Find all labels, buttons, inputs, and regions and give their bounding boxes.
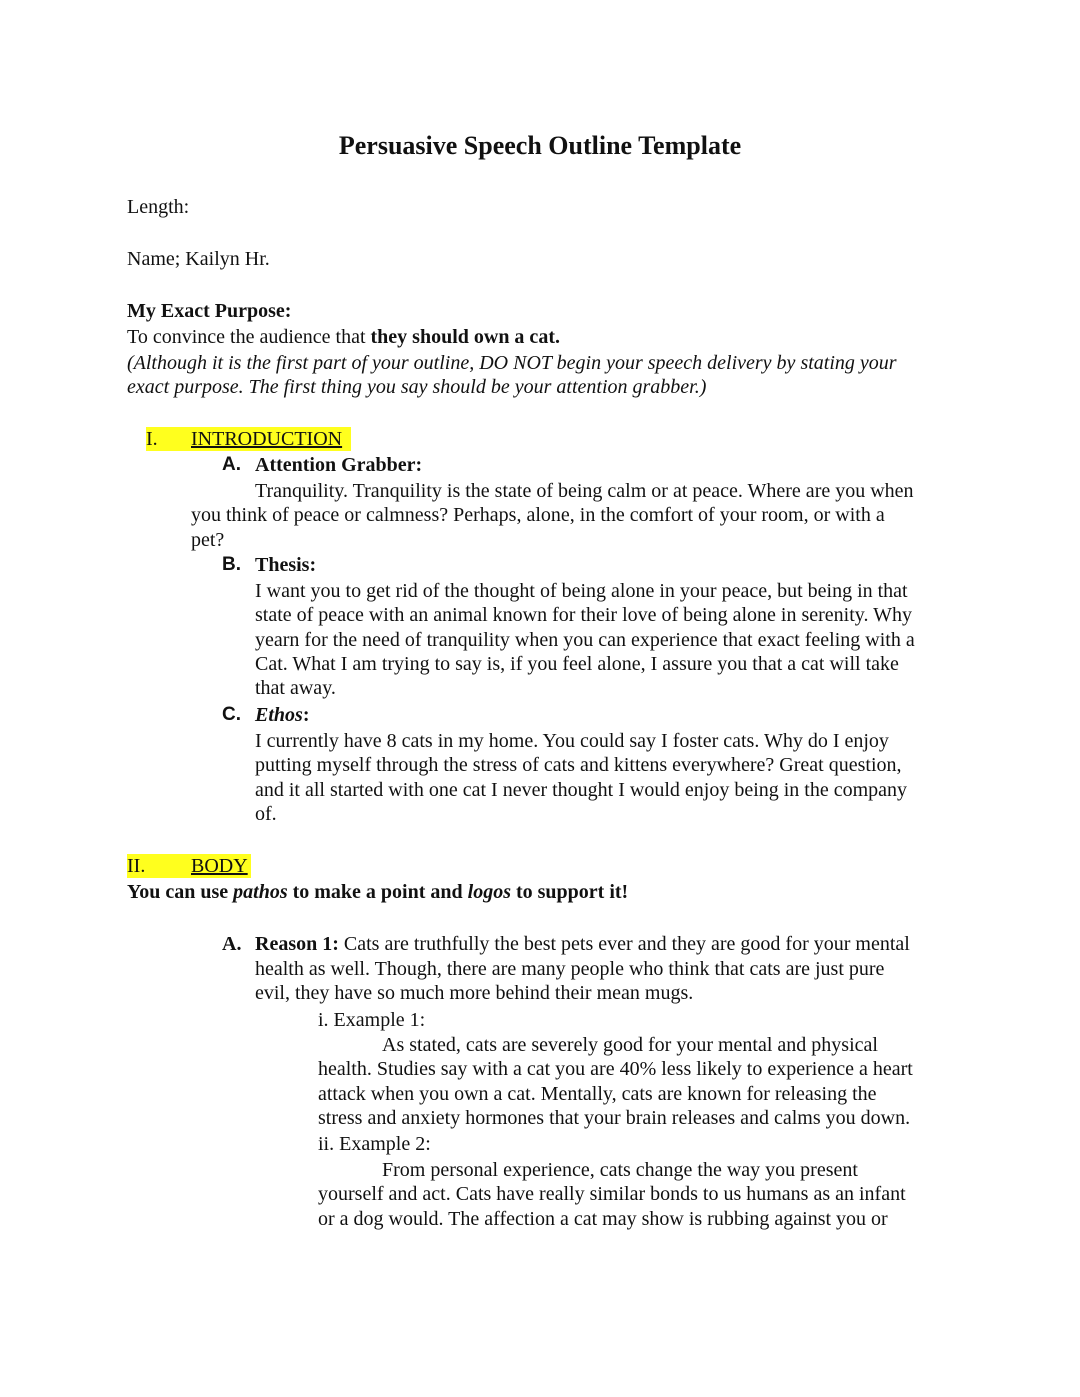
text-line: of. xyxy=(255,802,277,825)
example1-label: i. Example 1: xyxy=(318,1009,426,1031)
text-line: and it all started with one cat I never thought I would enjoy being in the company xyxy=(255,778,908,801)
tip-text: to make a point and xyxy=(287,881,468,903)
name-line: Name; Kailyn Hr. xyxy=(127,248,270,270)
purpose-note-line: (Although it is the first part of your outline, DO NOT begin your speech delivery by stating your xyxy=(127,352,897,374)
section-title: BODY xyxy=(191,855,248,877)
outline-letter: B. xyxy=(222,554,241,575)
section-heading-body xyxy=(127,854,251,878)
purpose-note-line: exact purpose. The first thing you say should be your attention grabber.) xyxy=(127,376,707,399)
text-line: yearn for the need of tranquility when you can experience that exact feeling with a xyxy=(255,628,915,651)
ethos-label-text: Ethos xyxy=(255,704,303,726)
text-line: health as well. Though, there are many people who think that cats are just pure xyxy=(255,958,885,980)
tip-text: to support it! xyxy=(510,881,629,903)
text-line: From personal experience, cats change the way you present xyxy=(382,1159,858,1181)
reason1-first-line xyxy=(255,932,910,956)
text-line: health. Studies say with a cat you are 40% less likely to experience a heart xyxy=(318,1058,913,1081)
ethos-text xyxy=(255,729,907,826)
example2-text xyxy=(318,1158,906,1231)
attention-grabber-text xyxy=(191,479,914,552)
text-line: As stated, cats are severely good for your mental and physical xyxy=(382,1034,878,1056)
text-line: pet? xyxy=(191,528,225,551)
thesis-text xyxy=(255,579,915,700)
tip-text: You can use xyxy=(127,881,234,903)
outline-letter: A. xyxy=(222,454,241,475)
purpose-heading: My Exact Purpose: xyxy=(127,300,292,322)
text-line: I want you to get rid of the thought of being alone in your peace, but being in that xyxy=(255,580,908,602)
section-numeral: II. xyxy=(127,855,146,877)
text-line: state of peace with an animal known for their love of being alone in serenity. Why xyxy=(255,604,913,627)
reason1-text-cont xyxy=(255,957,884,1006)
ethos-label-colon: : xyxy=(302,704,310,726)
text-line: that away. xyxy=(255,677,336,700)
ethos-label xyxy=(255,703,309,727)
section-title: INTRODUCTION xyxy=(191,428,343,450)
purpose-note xyxy=(127,351,897,400)
body-tip xyxy=(127,880,628,904)
text-line: Tranquility. Tranquility is the state of being calm or at peace. Where are you when xyxy=(255,480,914,502)
example1-text xyxy=(318,1033,913,1130)
text-line: Cat. What I am trying to say is, if you feel alone, I assure you that a cat will take xyxy=(255,652,899,675)
text-line: evil, they have so much more behind their mean mugs. xyxy=(255,982,694,1005)
section-numeral: I. xyxy=(146,428,158,450)
tip-logos: logos xyxy=(467,881,511,903)
thesis-label: Thesis: xyxy=(255,554,317,576)
length-label: Length: xyxy=(127,196,190,218)
tip-pathos: pathos xyxy=(233,881,288,903)
text-line: attack when you own a cat. Mentally, cats are known for releasing the xyxy=(318,1082,877,1105)
example2-label: ii. Example 2: xyxy=(318,1133,431,1155)
document-title: Persuasive Speech Outline Template xyxy=(338,131,742,160)
text-line: I currently have 8 cats in my home. You could say I foster cats. Why do I enjoy xyxy=(255,730,889,752)
purpose-statement-prefix: To convince the audience that xyxy=(127,326,371,348)
reason1-label: Reason 1: xyxy=(255,933,339,955)
section-heading-introduction xyxy=(146,427,351,451)
purpose-statement xyxy=(127,325,560,349)
text-line: or a dog would. The affection a cat may show is rubbing against you or xyxy=(318,1207,888,1230)
outline-letter: C. xyxy=(222,704,241,725)
text-line: yourself and act. Cats have really similar bonds to us humans as an infant xyxy=(318,1183,906,1206)
purpose-statement-bold: they should own a cat. xyxy=(370,326,560,348)
text-line: you think of peace or calmness? Perhaps, alone, in the comfort of your room, or with a xyxy=(191,504,885,527)
outline-letter: A. xyxy=(222,933,242,955)
attention-grabber-label: Attention Grabber: xyxy=(255,454,423,476)
reason1-text: Cats are truthfully the best pets ever and they are good for your mental xyxy=(338,933,910,955)
text-line: putting myself through the stress of cats and kittens everywhere? Great question, xyxy=(255,754,902,777)
text-line: stress and anxiety hormones that your brain releases and calms you down. xyxy=(318,1106,911,1129)
